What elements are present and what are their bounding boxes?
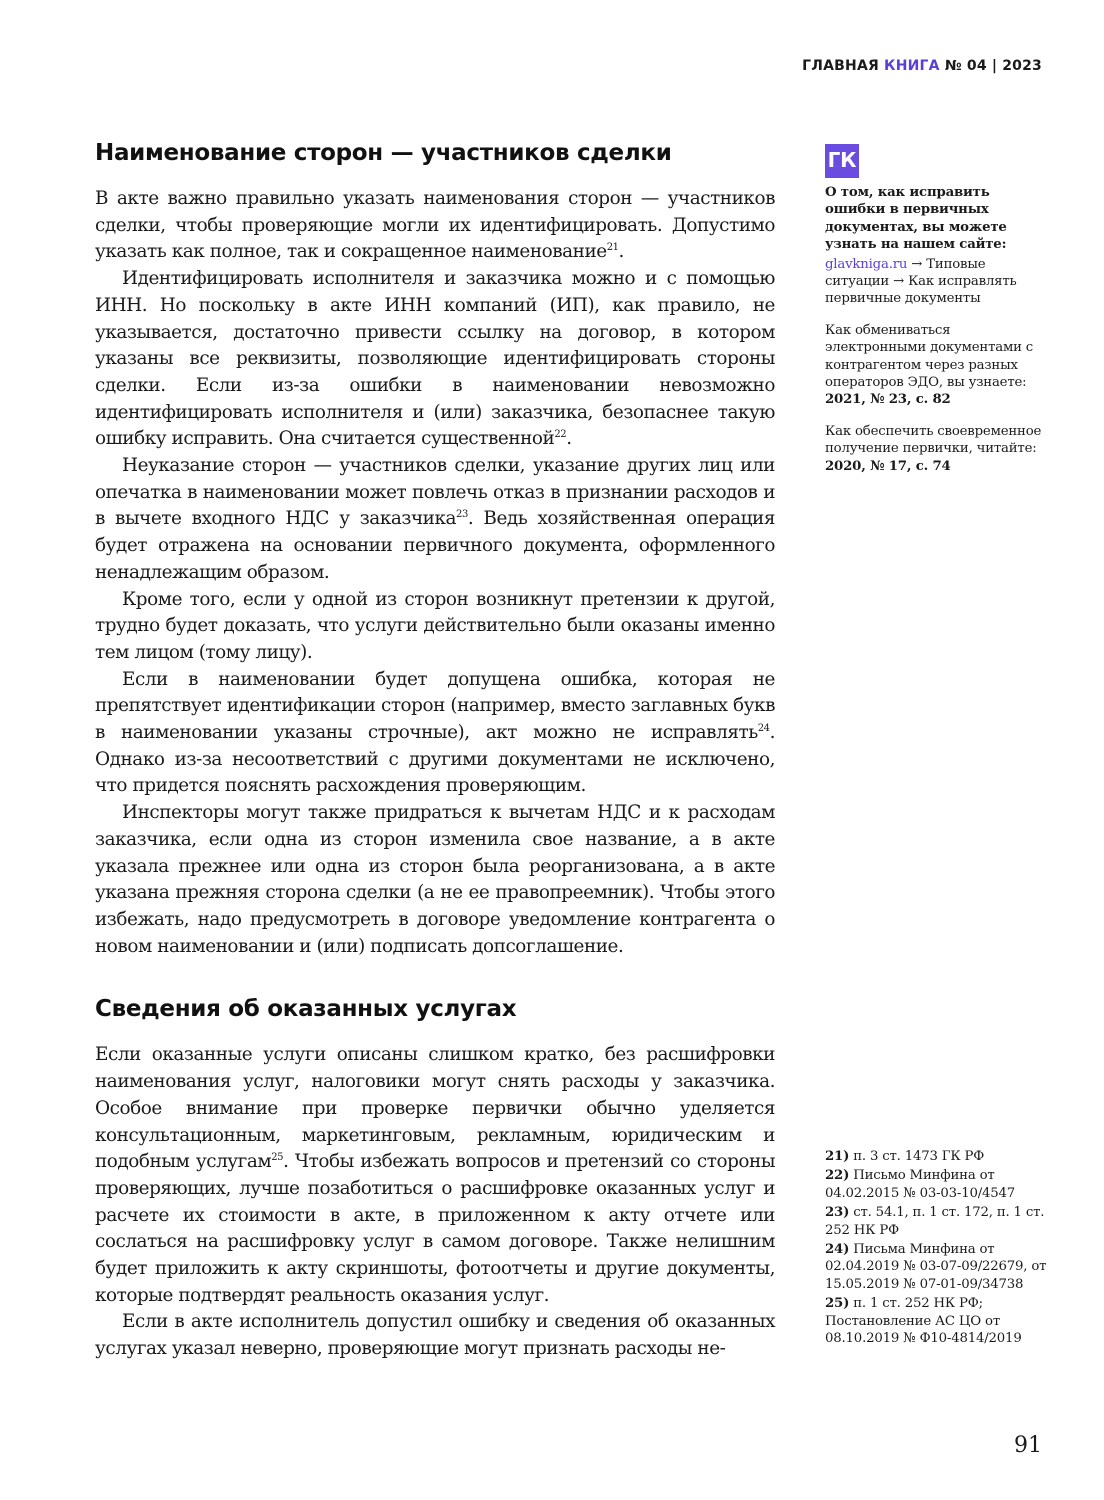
site-path: → Типовые ситуации → Как исправлять первичные документы [825, 256, 1017, 307]
footnote: 24) Письма Минфина от 02.04.2019 № 03-07-09/22679, от 15.05.2019 № 07-01-09/34738 [825, 1242, 1047, 1292]
footnote: 23) ст. 54.1, п. 1 ст. 172, п. 1 ст. 252 НК РФ [825, 1205, 1045, 1238]
footnote: 21) п. 3 ст. 1473 ГК РФ [825, 1149, 985, 1164]
footnote-ref[interactable]: 21 [606, 242, 619, 254]
footnote-ref[interactable]: 23 [456, 509, 468, 521]
paragraph: В акте важно правильно указать наименования сторон — участников сделки, чтобы проверяющие могли их идентифицировать. Допустимо указать как полное, так и сокращенное наименование$^{21}$. [95, 188, 775, 263]
section-title-parties: Наименование сторон — участников сделки [95, 140, 672, 166]
issue-reference: 2020, № 17, с. 74 [825, 458, 951, 474]
section-title-services: Сведения об оказанных услугах [95, 996, 517, 1023]
paragraph: Если в наименовании будет допущена ошибка, которая не препятствует идентификации сторон (например, вместо заглавных букв в наименовании указаны строчные), акт можно не исправлять$^{24}$. Однако из-за несоответствий с другими документами не исключено, что придется пояснять расхождения проверяющим. [95, 668, 775, 797]
footnote-ref[interactable]: 25 [271, 1152, 284, 1164]
main-column [95, 136, 775, 1363]
paragraph: Если в акте исполнитель допустил ошибку и сведения об оказанных услугах указал неверно, проверяющие могут признать расходы не- [95, 1311, 775, 1360]
sidebar-lead: О том, как исправить ошибки в первичных документах, вы можете узнать на нашем сайте: [825, 185, 1007, 253]
journal-name-2: КНИГА [884, 58, 940, 74]
sidebar-note-edo: Как обмениваться электронными документами с контрагентом через разных операторов ЭДО, вы узнаете: 2021, № 23, с. 82 [825, 322, 1045, 409]
footnote-ref[interactable]: 22 [554, 429, 567, 441]
sidebar-note-primary: Как обеспечить своевременное получение первички, читайте: 2020, № 17, с. 74 [825, 423, 1045, 475]
sidebar-note-site [825, 184, 1045, 308]
issue-number: № 04 | 2023 [939, 58, 1042, 74]
page-number: 91 [1014, 1433, 1042, 1458]
paragraph: Кроме того, если у одной из сторон возникнут претензии к другой, трудно будет доказать, что услуги действительно были оказаны именно тем лицом (тому лицу). [95, 588, 775, 663]
sidebar [825, 144, 1045, 489]
site-link[interactable]: glavkniga.ru [825, 256, 908, 272]
paragraph: Если оказанные услуги описаны слишком кратко, без расшифровки наименования услуг, налоговики могут снять расходы у заказчика. Особое внимание при проверке первички обычно уделяется консультационным, маркетинговым, рекламным, юридическим и подобным услугам$^{25}$. Чтобы избежать вопросов и претензий со стороны проверяющих, лучше позаботиться о расшифровке оказанных услуг и расчете их стоимости в акте, в приложенном к акту отчете или сослаться на расшифровку услуг в самом договоре. Также нелишним будет приложить к акту скриншоты, фотоотчеты и другие документы, которые подтвердят реальность оказания услуг. [95, 1044, 776, 1306]
footnote: 22) Письмо Минфина от 04.02.2015 № 03-03-10/4547 [825, 1168, 1016, 1201]
paragraph: Неуказание сторон — участников сделки, указание других лиц или опечатка в наименовании может повлечь отказ в признании расходов и в вычете входного НДС у заказчика$^{23}$. Ведь хозяйственная операция будет отражена на основании первичного документа, оформленного ненадлежащим образом. [95, 455, 775, 583]
journal-header [802, 58, 1042, 74]
journal-name-1: ГЛАВНАЯ [802, 58, 885, 74]
paragraph: Идентифицировать исполнителя и заказчика можно и с помощью ИНН. Но поскольку в акте ИНН компаний (ИП), как правило, не указывается, достаточно привести ссылку на договор, в котором указаны все реквизиты, позволяющие идентифицировать стороны сделки. Если из-за ошибки в наименовании невозможно идентифицировать исполнителя и (или) заказчика, безопаснее такую ошибку исправить. Она считается существенной$^{22}$. [95, 268, 775, 450]
footnote: 25) п. 1 ст. 252 НК РФ; Постановление АС ЦО от 08.10.2019 № Ф10-4814/2019 [825, 1296, 1022, 1347]
gk-logo-icon: ГК [825, 144, 859, 178]
footnote-ref[interactable]: 24 [757, 722, 770, 734]
issue-reference: 2021, № 23, с. 82 [825, 392, 951, 408]
footnotes [825, 1148, 1065, 1349]
paragraph: Инспекторы могут также придраться к вычетам НДС и к расходам заказчика, если одна из сторон изменила свое название, а в акте указала прежнее или одна из сторон была реорганизована, а в акте указана прежняя сторона сделки (а не ее правопреемник). Чтобы этого избежать, надо предусмотреть в договоре уведомление контрагента о новом наименовании и (или) подписать допсоглашение. [95, 802, 775, 957]
